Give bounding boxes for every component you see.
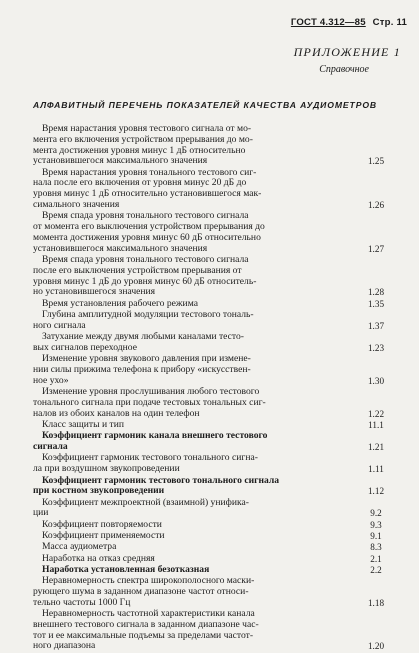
entry-text-line: Наработка установленная безотказная [42, 563, 210, 575]
entry-code: 1.18 [367, 597, 385, 608]
entry-text-line: тонального сигнала при подаче тестовых тональных сиг- [33, 396, 266, 408]
page-header [287, 17, 407, 28]
appendix-status: Справочное [319, 64, 369, 75]
index-entry [0, 124, 419, 167]
entry-text-line: налов из обоих каналов на один телефон [33, 407, 200, 419]
entry-text-line: Коэффициент повторяемости [42, 518, 162, 530]
entry-text-line: вых сигналов переходное [33, 341, 137, 353]
entry-text-line: от момента его выключения устройством прерывания до [33, 221, 265, 233]
entry-text-line: установившегося максимального значения [33, 155, 208, 167]
entry-text-line: Коэффициент применяемости [42, 529, 165, 541]
entry-text-line: Время нарастания уровня тестового сигнала от мо- [42, 123, 252, 134]
index-entry [0, 168, 419, 211]
entry-code: 1.35 [367, 298, 385, 309]
entry-text-line: установившегося максимального значения [33, 242, 208, 254]
entry-text-line: Коэффициент гармоник тестового тонального сигна- [42, 452, 258, 464]
index-entry [0, 542, 419, 553]
index-entry [0, 554, 419, 565]
index-entry [0, 310, 419, 332]
entry-text-line: ции [33, 507, 49, 519]
entry-text-line: Изменение уровня звукового давления при измене- [42, 353, 251, 365]
page-number: Стр. 11 [372, 17, 407, 28]
entry-text-line: симального значения [33, 199, 120, 211]
entry-text-line: Коэффициент гармоник канала внешнего тестового [42, 430, 268, 442]
entry-text-line: тельно частоты 1000 Гц [33, 596, 131, 608]
appendix-label: ПРИЛОЖЕНИЕ 1 [293, 45, 401, 59]
entry-text-line: после его выключения устройством прерывания от [33, 264, 242, 276]
entry-text-line: уровня минус 1 дБ относительно установившегося мак- [33, 188, 262, 200]
index-entry [0, 476, 419, 498]
entry-text-line: уровня минус 1 дБ до уровня минус 60 дБ относитель- [33, 275, 257, 287]
index-list [0, 124, 419, 653]
entry-code: 9.2 [370, 508, 382, 519]
entry-text-line: момента достижения уровня минус 60 дБ относительно [33, 231, 261, 243]
index-entry [0, 498, 419, 520]
entry-text-line: Масса аудиометра [42, 541, 117, 553]
entry-text-line: Коэффициент гармоник тестового тонального сигнала [42, 474, 280, 486]
index-entry [0, 453, 419, 475]
index-entry [0, 576, 419, 608]
entry-text-line: ного диапазона [33, 640, 96, 652]
entry-code: 1.12 [367, 486, 385, 497]
entry-text-line: ное ухо» [33, 374, 69, 386]
index-entry [0, 332, 419, 354]
index-entry [0, 299, 419, 310]
entry-text-line: Затухание между двумя любыми каналами тесто- [42, 331, 244, 343]
index-entry [0, 255, 419, 298]
entry-text-line: сигнала [33, 441, 68, 453]
entry-text-line: Класс защиты и тип [42, 419, 124, 431]
index-entry [0, 565, 419, 576]
entry-text-line: Коэффициент межпроектной (взаимной) унифика- [42, 496, 249, 508]
index-entry [0, 431, 419, 453]
entry-text-line: Время установления рабочего режима [42, 297, 198, 309]
index-entry [0, 354, 419, 386]
index-entry [0, 420, 419, 431]
entry-code: 11.1 [368, 420, 384, 431]
entry-text-line: ного сигнала [33, 319, 86, 331]
entry-code: 1.28 [367, 287, 385, 298]
index-entry [0, 520, 419, 531]
entry-text-line: тот и ее максимальные подъемы за пределами частот- [33, 629, 254, 641]
entry-text-line: Время нарастания уровня тонального тестового сиг- [42, 166, 257, 178]
entry-text-line: нала после его включения от уровня минус 20 дБ до [33, 177, 247, 189]
entry-code: 9.3 [370, 519, 382, 530]
entry-text-line: внешнего тестового сигнала в заданном диапазоне час- [33, 618, 259, 630]
standard-number: ГОСТ 4.312—85 [290, 17, 366, 28]
entry-text-line: мента его включения устройством прерывания до мо- [33, 133, 253, 145]
entry-code: 9.1 [370, 530, 382, 541]
entry-code: 2.1 [370, 553, 382, 564]
entry-code: 1.11 [368, 464, 384, 475]
entry-code: 1.20 [367, 641, 385, 652]
entry-code: 1.30 [367, 375, 385, 386]
entry-text-line: Наработка на отказ средняя [42, 552, 155, 564]
entry-text-line: нии силы прижима телефона к прибору «искусствен- [33, 364, 251, 376]
entry-text-line: ла при воздушном звукопроведении [33, 463, 180, 475]
entry-code: 1.37 [367, 320, 385, 331]
index-entry [0, 211, 419, 254]
entry-code: 1.27 [367, 243, 385, 254]
entry-code: 1.26 [367, 200, 385, 211]
entry-text-line: мента достижения уровня минус 1 дБ относительно [33, 144, 246, 156]
entry-text-line: но установившегося значения [33, 286, 156, 298]
entry-text-line: Изменение уровня прослушивания любого тестового [42, 386, 260, 398]
entry-code: 1.22 [367, 408, 385, 419]
section-title: АЛФАВИТНЫЙ ПЕРЕЧЕНЬ ПОКАЗАТЕЛЕЙ КАЧЕСТВА АУДИОМЕТРОВ [33, 100, 378, 110]
entry-text-line: при костном звукопроведении [33, 485, 165, 497]
entry-text-line: Неравномерность спектра широкополосного маски- [42, 575, 255, 587]
entry-text-line: рующего шума в заданном диапазоне частот относи- [33, 585, 249, 597]
entry-text-line: Глубина амплитудной модуляции тестового тональ- [42, 309, 254, 321]
entry-code: 1.25 [367, 156, 385, 167]
entry-code: 2.2 [370, 564, 382, 575]
entry-code: 1.21 [367, 442, 385, 453]
index-entry [0, 531, 419, 542]
entry-text-line: Неравномерность частотной характеристики канала [42, 608, 255, 620]
entry-code: 8.3 [370, 542, 382, 553]
entry-code: 1.23 [367, 342, 385, 353]
entry-text-line: Время спада уровня тонального тестового сигнала [42, 210, 249, 222]
entry-text-line: Время спада уровня тонального тестового сигнала [42, 254, 249, 266]
index-entry [0, 387, 419, 419]
index-entry [0, 609, 419, 652]
